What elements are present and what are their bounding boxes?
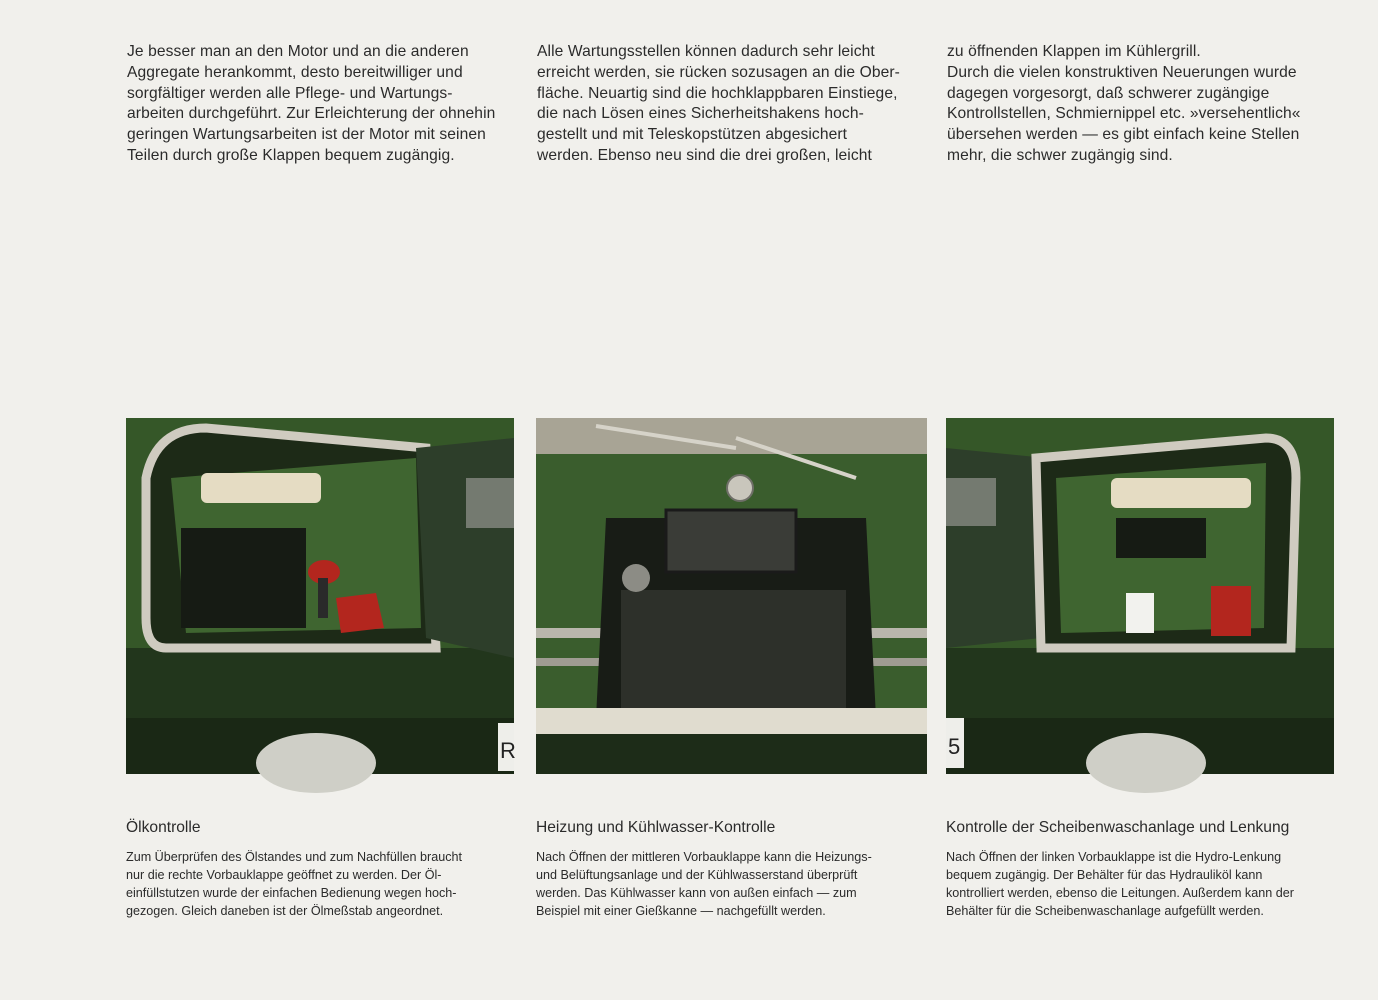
- caption-title-oil-check: Ölkontrolle: [126, 819, 201, 836]
- engine-bay-right-photo: [126, 418, 514, 774]
- caption-body-washer-steering: Nach Öffnen der linken Vorbauklappe ist die Hydro-Lenkung bequem zugängig. Der Behälter für das Hydrauliköl kann kontrolliert werden, ebenso die Leitungen. Außerdem kann der Behälter für die Scheibenwaschanlage aufgefüllt werden.: [946, 850, 1294, 918]
- intro-text-column-2: Alle Wartungsstellen können dadurch sehr leicht erreicht werden, sie rücken sozusagen an die Ober- fläche. Neuartig sind die hochklappbaren Einstiege, die nach Lösen eines Sicherheitshakens hoch- gestellt und mit Teleskopstützen abgesichert werden. Ebenso neu sind die drei großen, leicht: [537, 43, 900, 164]
- radiator-front-photo: [536, 418, 927, 774]
- caption-title-heating-coolant: Heizung und Kühlwasser-Kontrolle: [536, 819, 776, 836]
- plate-text: 5: [948, 734, 961, 759]
- intro-text-column-3: zu öffnenden Klappen im Kühlergrill. Durch die vielen konstruktiven Neuerungen wurde dagegen vorgesorgt, daß schwerer zugängige Kontrollstellen, Schmiernippel etc. »versehentlich« übersehen werden — es gibt einfach keine Stellen mehr, die schwer zugängig sind.: [947, 43, 1301, 164]
- plate-text: R: [500, 738, 516, 763]
- intro-text-column-1: Je besser man an den Motor und an die anderen Aggregate herankommt, desto bereitwilliger und sorgfältiger werden alle Pflege- und Wartungs- arbeiten durchgeführt. Zur Erleichterung der ohnehin geringen Wartungsarbeiten ist der Motor mit seinen Teilen durch große Klappen bequem zugängig.: [127, 43, 496, 164]
- caption-title-washer-steering: Kontrolle der Scheibenwaschanlage und Lenkung: [946, 819, 1290, 836]
- caption-body-oil-check: Zum Überprüfen des Ölstandes und zum Nachfüllen braucht nur die rechte Vorbauklappe geöffnet zu werden. Der Öl- einfüllstutzen wurde der einfachen Bedienung wegen hoch- gezogen. Gleich daneben ist der Ölmeßstab angeordnet.: [126, 850, 463, 918]
- caption-body-heating-coolant: Nach Öffnen der mittleren Vorbauklappe kann die Heizungs- und Belüftungsanlage und der Kühlwasserstand überprüft werden. Das Kühlwasser kann von außen einfach — zum Beispiel mit einer Gießkanne — nachgefüllt werden.: [536, 850, 872, 918]
- engine-bay-left-photo: [946, 418, 1334, 774]
